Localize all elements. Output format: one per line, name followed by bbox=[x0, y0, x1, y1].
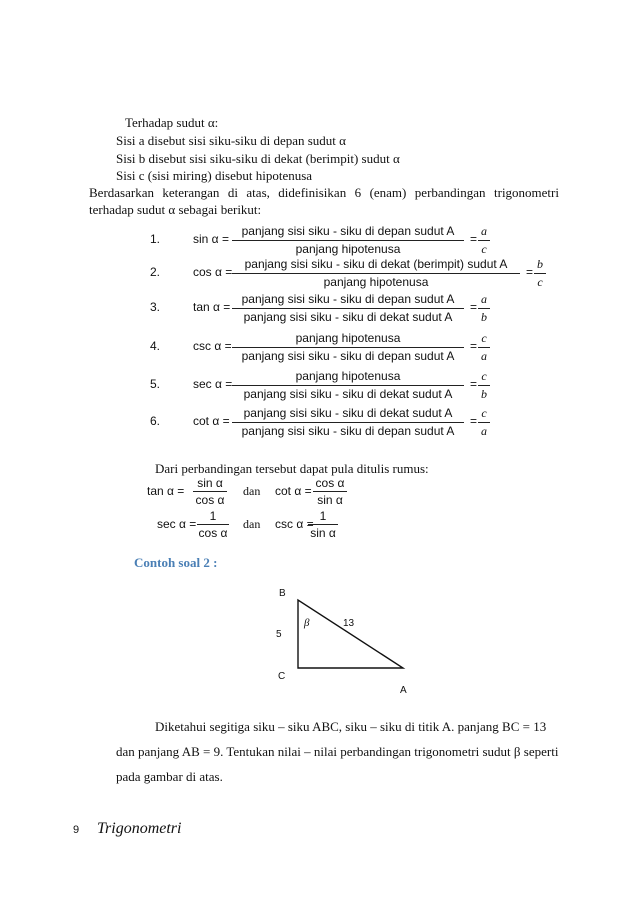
ratio-denominator: panjang sisi siku - siku di depan sudut A bbox=[241, 349, 455, 363]
cot-formula-numerator: cos α bbox=[313, 476, 347, 492]
ratio-equals: = bbox=[470, 377, 478, 391]
sec-formula-denominator: cos α bbox=[198, 526, 228, 540]
ratio-result-denominator: b bbox=[481, 310, 487, 324]
ratio-number: 1. bbox=[150, 232, 161, 246]
ratio-number: 4. bbox=[150, 339, 161, 353]
footer-title: Trigonometri bbox=[97, 820, 182, 837]
ratio-fraction bbox=[232, 369, 464, 402]
ratio-numerator: panjang sisi siku - siku di depan sudut A bbox=[232, 292, 464, 309]
ratio-fraction bbox=[232, 257, 520, 290]
ratio-result-fraction bbox=[478, 292, 490, 325]
side-bc-label: 5 bbox=[276, 629, 282, 640]
ratio-numerator: panjang sisi siku - siku di depan sudut A bbox=[232, 224, 464, 241]
ratio-result-fraction bbox=[478, 369, 490, 402]
csc-formula-denominator: sin α bbox=[310, 526, 336, 540]
and-2: dan bbox=[243, 517, 261, 531]
ratio-result-denominator: b bbox=[481, 387, 487, 401]
ratio-result-fraction bbox=[478, 331, 490, 364]
formulas-intro: Dari perbandingan tersebut dapat pula ditulis rumus: bbox=[155, 461, 429, 476]
ratio-numerator: panjang sisi siku - siku di dekat sudut A bbox=[232, 406, 464, 423]
ratio-equals: = bbox=[470, 414, 478, 428]
ratio-numerator: panjang sisi siku - siku di dekat (berimpit) sudut A bbox=[232, 257, 520, 274]
problem-line-3: pada gambar di atas. bbox=[116, 769, 223, 784]
tan-formula-numerator: sin α bbox=[193, 476, 227, 492]
ratio-function: cot α = bbox=[193, 414, 230, 428]
ratio-function: cos α = bbox=[193, 265, 233, 279]
and-1: dan bbox=[243, 484, 261, 498]
triangle-shape bbox=[298, 600, 403, 668]
vertex-a-label: A bbox=[400, 685, 407, 696]
ratio-result-numerator: c bbox=[478, 406, 490, 423]
ratio-result-numerator: c bbox=[478, 331, 490, 348]
ratio-number: 6. bbox=[150, 414, 161, 428]
ratio-result-fraction bbox=[478, 224, 490, 257]
ratio-result-numerator: c bbox=[478, 369, 490, 386]
intro-line-2: Sisi a disebut sisi siku-siku di depan sudut α bbox=[116, 133, 346, 148]
ratio-function: sec α = bbox=[193, 377, 233, 391]
vertex-c-label: C bbox=[278, 671, 286, 682]
ratio-function: sin α = bbox=[193, 232, 229, 246]
ratio-denominator: panjang sisi siku - siku di dekat sudut A bbox=[243, 310, 453, 324]
csc-formula-numerator: 1 bbox=[308, 509, 338, 525]
ratio-result-denominator: a bbox=[481, 349, 487, 363]
ratio-equals: = bbox=[526, 265, 534, 279]
ratio-equals: = bbox=[470, 339, 478, 353]
ratio-result-denominator: a bbox=[481, 424, 487, 438]
ratio-numerator: panjang hipotenusa bbox=[232, 331, 464, 348]
cot-formula-fraction bbox=[313, 476, 347, 507]
angle-beta-label: β bbox=[304, 617, 310, 629]
sec-formula-fraction bbox=[197, 509, 229, 540]
ratio-result-numerator: b bbox=[534, 257, 546, 274]
cot-formula-denominator: sin α bbox=[317, 493, 343, 507]
vertex-b-label: B bbox=[279, 588, 286, 599]
ratio-result-denominator: c bbox=[481, 242, 487, 256]
intro-line-1: Terhadap sudut α: bbox=[125, 115, 219, 130]
csc-formula-fraction bbox=[308, 509, 338, 540]
ratio-function: csc α = bbox=[193, 339, 232, 353]
ratio-denominator: panjang hipotenusa bbox=[295, 242, 401, 256]
ratio-fraction bbox=[232, 331, 464, 364]
ratio-number: 2. bbox=[150, 265, 161, 279]
triangle-figure bbox=[270, 585, 420, 700]
problem-line-2: dan panjang AB = 9. Tentukan nilai – nilai perbandingan trigonometri sudut β seperti bbox=[116, 744, 559, 759]
ratio-denominator: panjang hipotenusa bbox=[323, 275, 429, 289]
page-number: 9 bbox=[73, 824, 80, 836]
sec-formula-numerator: 1 bbox=[197, 509, 229, 525]
ratio-result-numerator: a bbox=[478, 224, 490, 241]
definition-line-2: terhadap sudut α sebagai berikut: bbox=[89, 202, 262, 217]
csc-formula-lhs: csc α = bbox=[275, 517, 314, 531]
side-ab-label: 13 bbox=[343, 618, 355, 629]
ratio-denominator: panjang sisi siku - siku di dekat sudut A bbox=[243, 387, 453, 401]
cot-formula-lhs: cot α = bbox=[275, 484, 312, 498]
ratio-denominator: panjang sisi siku - siku di depan sudut A bbox=[241, 424, 455, 438]
ratio-number: 3. bbox=[150, 300, 161, 314]
sec-formula-lhs: sec α = bbox=[157, 517, 197, 531]
intro-line-3: Sisi b disebut sisi siku-siku di dekat (berimpit) sudut α bbox=[116, 151, 400, 166]
ratio-equals: = bbox=[470, 300, 478, 314]
definition-line-1: Berdasarkan keterangan di atas, didefinisikan 6 (enam) perbandingan trigonometri bbox=[89, 185, 559, 200]
ratio-fraction bbox=[232, 292, 464, 325]
tan-formula-denominator: cos α bbox=[195, 493, 225, 507]
ratio-result-fraction bbox=[478, 406, 490, 439]
problem-line-1: Diketahui segitiga siku – siku ABC, siku – siku di titik A. panjang BC = 13 bbox=[155, 719, 547, 734]
ratio-result-denominator: c bbox=[537, 275, 543, 289]
ratio-fraction bbox=[232, 406, 464, 439]
intro-line-4: Sisi c (sisi miring) disebut hipotenusa bbox=[116, 168, 313, 183]
example-title: Contoh soal 2 : bbox=[134, 555, 218, 570]
ratio-equals: = bbox=[470, 232, 478, 246]
ratio-function: tan α = bbox=[193, 300, 231, 314]
ratio-fraction bbox=[232, 224, 464, 257]
ratio-result-numerator: a bbox=[478, 292, 490, 309]
ratio-numerator: panjang hipotenusa bbox=[232, 369, 464, 386]
ratio-number: 5. bbox=[150, 377, 161, 391]
tan-formula-fraction bbox=[193, 476, 227, 507]
ratio-result-fraction bbox=[534, 257, 546, 290]
tan-formula-lhs: tan α = bbox=[147, 484, 185, 498]
